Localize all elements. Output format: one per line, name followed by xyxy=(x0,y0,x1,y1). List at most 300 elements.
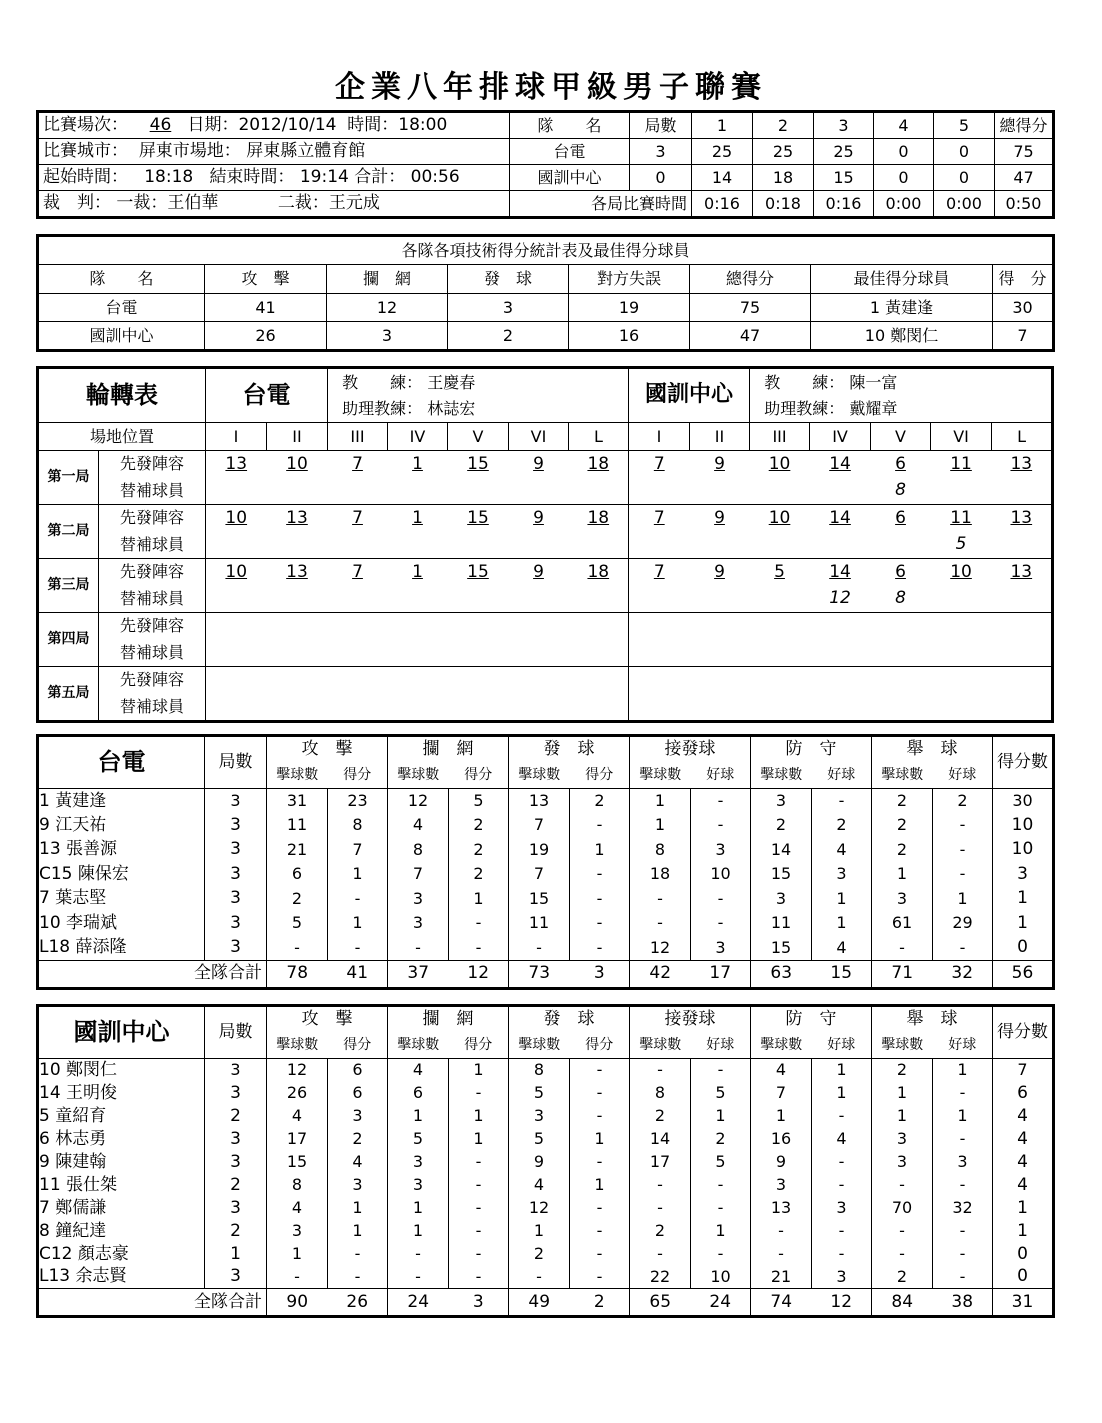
sub-number xyxy=(871,640,931,667)
player-stat: - xyxy=(933,862,993,887)
player-stat: - xyxy=(388,1266,449,1289)
skill-sub-header: 擊球數 xyxy=(751,763,812,789)
player-stat: - xyxy=(570,1059,630,1082)
starter-number: 10 xyxy=(750,505,810,532)
player-stat: 5 xyxy=(388,1128,449,1151)
starter-number: 1 xyxy=(388,451,448,478)
player-stat: - xyxy=(630,1174,691,1197)
set-name: 第二局 xyxy=(39,505,99,559)
player-stat: 4 xyxy=(812,1128,872,1151)
player-name: 14 王明俊 xyxy=(39,1082,205,1105)
sub-number: 8 xyxy=(871,478,931,505)
position-header: IV xyxy=(810,423,871,451)
player-stat: 10 xyxy=(691,1266,751,1289)
player-stat: 1 xyxy=(328,1197,388,1220)
sub-number xyxy=(509,694,569,721)
skill-sub-header: 好球 xyxy=(933,1033,993,1059)
starter-number: 10 xyxy=(267,451,328,478)
position-header: III xyxy=(750,423,810,451)
player-stat: - xyxy=(570,911,630,936)
team-stats-table: 各隊各項技術得分統計表及最佳得分球員 隊 名 攻 擊 攔 網 發 球 對方失誤 總得分 最佳得分球員 得 分 台電 41 12 3 19 75 1 黃建逢 30 國訓中心 26 3 2 16 47 10 鄭閔仁 7 xyxy=(38,236,1053,350)
starter-number: 14 xyxy=(810,451,871,478)
sub-number xyxy=(750,532,810,559)
player-stat: - xyxy=(570,887,630,912)
player-stat: 17 xyxy=(267,1128,328,1151)
player-stat: 3 xyxy=(812,1197,872,1220)
player-stat: 2 xyxy=(691,1128,751,1151)
match-info-row1: 比賽場次： 46 日期：2012/10/14 時間：18:00 xyxy=(39,113,510,139)
player-stat: 8 xyxy=(630,838,691,863)
sub-number xyxy=(206,478,267,505)
starter-number: 14 xyxy=(810,505,871,532)
player-name: 13 張善源 xyxy=(39,838,205,863)
set-starter-row xyxy=(39,505,1052,532)
starter-number: 10 xyxy=(750,451,810,478)
match-info-row2: 比賽城市： 屏東市場地： 屏東縣立體育館 xyxy=(39,139,510,165)
team-total-value: 90 xyxy=(267,1289,328,1316)
sub-number xyxy=(569,640,629,667)
player-stat: 4 xyxy=(812,936,872,961)
player-stat: 3 xyxy=(993,862,1053,887)
player-stat: 6 xyxy=(993,1082,1053,1105)
player-stat: - xyxy=(691,1243,751,1266)
starter-label: 先發陣容 xyxy=(99,451,206,478)
sub-number xyxy=(629,478,690,505)
player-stat: 61 xyxy=(872,911,933,936)
player-stat: 2 xyxy=(328,1128,388,1151)
sub-number xyxy=(810,532,871,559)
player-stat: 8 xyxy=(509,1059,570,1082)
sets-header: 局數 xyxy=(205,737,267,789)
team-stats-row: 國訓中心 26 3 2 16 47 10 鄭閔仁 7 xyxy=(39,322,1053,350)
starter-number: 9 xyxy=(509,505,569,532)
match-info-table: 比賽場次： 46 日期：2012/10/14 時間：18:00 隊 名 局數 1 2 3 4 5 總得分 比賽城市： 屏東市場地： 屏東縣立體育館 台電 3 25 25 25 0 0 75 起始時間： 18:18 結束時間： 19:14 合計： 00:56 國訓中心 0 14 18 15 0 0 47 裁 判： 一裁：王伯華 二裁：王元成 各局比賽時間 0:16 0:18 0:16 0:00 0:00 0:50 xyxy=(38,112,1053,217)
player-stat: 2 xyxy=(449,862,509,887)
skill-sub-header: 擊球數 xyxy=(751,1033,812,1059)
skill-sub-header: 好球 xyxy=(691,1033,751,1059)
player-stat: 1 xyxy=(449,1128,509,1151)
player-stat: 8 xyxy=(630,1082,691,1105)
skill-sub-header: 擊球數 xyxy=(872,1033,933,1059)
sub-number xyxy=(810,694,871,721)
starter-number: 7 xyxy=(328,505,388,532)
sub-number xyxy=(328,640,388,667)
player-stat: - xyxy=(570,1151,630,1174)
starter-number: 13 xyxy=(267,505,328,532)
team-stats-row: 台電 41 12 3 19 75 1 黃建逢 30 xyxy=(39,294,1053,322)
player-stat: 2 xyxy=(509,1243,570,1266)
starter-number: 13 xyxy=(206,451,267,478)
player-stat: 1 xyxy=(449,887,509,912)
player-stat: 3 xyxy=(328,1105,388,1128)
player-stat: 3 xyxy=(205,936,267,961)
starter-number xyxy=(267,613,328,640)
player-stat: - xyxy=(812,1105,872,1128)
player-stat: 3 xyxy=(872,1151,933,1174)
skill-sub-header: 好球 xyxy=(691,763,751,789)
sub-number xyxy=(569,694,629,721)
starter-number: 6 xyxy=(871,559,931,586)
starter-label: 先發陣容 xyxy=(99,667,206,694)
player-stat: 7 xyxy=(509,813,570,838)
player-stat: - xyxy=(933,936,993,961)
player-stat: - xyxy=(872,936,933,961)
player-stat: 1 xyxy=(449,1105,509,1128)
sub-number xyxy=(992,532,1052,559)
sub-number xyxy=(750,586,810,613)
sub-number xyxy=(931,586,992,613)
skill-sub-header: 好球 xyxy=(812,763,872,789)
starter-number: 10 xyxy=(206,505,267,532)
team-total-value: 12 xyxy=(449,960,509,987)
starter-number: 7 xyxy=(328,451,388,478)
starter-number: 14 xyxy=(810,559,871,586)
score-team-a: 台電 xyxy=(510,139,630,165)
sub-number xyxy=(448,640,509,667)
player-stat: 3 xyxy=(691,838,751,863)
player-stat: 10 xyxy=(691,862,751,887)
starter-number: 15 xyxy=(448,505,509,532)
player-stat: 6 xyxy=(267,862,328,887)
player-stat: - xyxy=(751,1243,812,1266)
player-row xyxy=(39,1266,1053,1289)
team-total-value: 74 xyxy=(751,1289,812,1316)
player-stat: 21 xyxy=(267,838,328,863)
player-stat: - xyxy=(630,1197,691,1220)
player-name: 6 林志勇 xyxy=(39,1128,205,1151)
player-stat: 0 xyxy=(993,1243,1053,1266)
player-stat: 4 xyxy=(509,1174,570,1197)
set-name: 第三局 xyxy=(39,559,99,613)
team-total-row xyxy=(39,1289,1053,1316)
skill-sub-header: 得分 xyxy=(449,763,509,789)
player-stat: 23 xyxy=(328,789,388,814)
starter-number xyxy=(569,667,629,694)
team-total-value: 31 xyxy=(993,1289,1053,1316)
player-stat: - xyxy=(570,1266,630,1289)
player-stat: - xyxy=(933,1174,993,1197)
starter-number xyxy=(810,667,871,694)
starter-number xyxy=(690,613,750,640)
match-time: 18:00 xyxy=(398,115,448,136)
player-stat: 5 xyxy=(509,1128,570,1151)
player-row xyxy=(39,838,1053,863)
player-row xyxy=(39,1197,1053,1220)
rotation-team-a: 台電 xyxy=(206,369,328,423)
set-name: 第一局 xyxy=(39,451,99,505)
starter-label: 先發陣容 xyxy=(99,613,206,640)
set-starter-row xyxy=(39,559,1052,586)
team-stats-title: 各隊各項技術得分統計表及最佳得分球員 xyxy=(39,237,1053,265)
team-total-label: 全隊合計 xyxy=(39,960,267,987)
skill-sub-header: 得分 xyxy=(328,1033,388,1059)
sub-number xyxy=(690,694,750,721)
player-name: 10 李瑞斌 xyxy=(39,911,205,936)
sub-number xyxy=(629,640,690,667)
player-stat: - xyxy=(691,1174,751,1197)
team-total-value: 38 xyxy=(933,1289,993,1316)
skill-sub-header: 擊球數 xyxy=(267,763,328,789)
player-name: 9 陳建翰 xyxy=(39,1151,205,1174)
set-name: 第四局 xyxy=(39,613,99,667)
skill-group-header: 接發球 xyxy=(630,1007,751,1033)
player-stat: 16 xyxy=(751,1128,812,1151)
player-stat: 7 xyxy=(388,862,449,887)
player-stat: 1 xyxy=(812,887,872,912)
player-stat: 13 xyxy=(751,1197,812,1220)
player-stat: 3 xyxy=(205,1059,267,1082)
starter-number: 13 xyxy=(992,559,1052,586)
starter-number xyxy=(206,613,267,640)
team-total-value: 3 xyxy=(570,960,630,987)
player-name: 7 葉志堅 xyxy=(39,887,205,912)
player-stats-team-a xyxy=(38,736,1053,988)
starter-number xyxy=(931,667,992,694)
player-stat: 2 xyxy=(872,789,933,814)
starter-number xyxy=(992,613,1052,640)
sub-number xyxy=(629,694,690,721)
player-stat: - xyxy=(449,1220,509,1243)
player-stat: - xyxy=(449,1151,509,1174)
player-stat: - xyxy=(933,813,993,838)
player-stat: 7 xyxy=(328,838,388,863)
player-stat: 1 xyxy=(933,1105,993,1128)
team-total-value: 49 xyxy=(509,1289,570,1316)
starter-number: 1 xyxy=(388,559,448,586)
player-stat: 1 xyxy=(570,1128,630,1151)
skill-sub-header: 得分 xyxy=(328,763,388,789)
player-stat: 1 xyxy=(872,1105,933,1128)
sub-number xyxy=(992,586,1052,613)
skill-group-header: 攻 擊 xyxy=(267,1007,388,1033)
starter-number: 5 xyxy=(750,559,810,586)
set-starter-row xyxy=(39,451,1052,478)
player-row xyxy=(39,813,1053,838)
starter-label: 先發陣容 xyxy=(99,559,206,586)
player-stat: 70 xyxy=(872,1197,933,1220)
starter-number xyxy=(509,667,569,694)
sub-number xyxy=(509,640,569,667)
sub-number xyxy=(509,478,569,505)
player-row xyxy=(39,936,1053,961)
starter-number xyxy=(992,667,1052,694)
player-stat: 3 xyxy=(205,1266,267,1289)
skill-sub-header: 擊球數 xyxy=(872,763,933,789)
sub-number xyxy=(569,586,629,613)
team-total-value: 65 xyxy=(630,1289,691,1316)
player-stat: 21 xyxy=(751,1266,812,1289)
player-stat: 1 xyxy=(691,1105,751,1128)
player-stat: - xyxy=(328,936,388,961)
player-stat: - xyxy=(388,1243,449,1266)
position-header: L xyxy=(992,423,1052,451)
sub-number xyxy=(931,478,992,505)
starter-number: 1 xyxy=(388,505,448,532)
player-stat: 2 xyxy=(872,838,933,863)
player-stat: 1 xyxy=(509,1220,570,1243)
starter-label: 先發陣容 xyxy=(99,505,206,532)
score-team-b: 國訓中心 xyxy=(510,165,630,191)
sub-number xyxy=(328,532,388,559)
sub-number xyxy=(629,586,690,613)
player-stat: - xyxy=(449,911,509,936)
player-stat: 12 xyxy=(267,1059,328,1082)
starter-number xyxy=(328,613,388,640)
player-stat: 2 xyxy=(630,1105,691,1128)
player-stat: - xyxy=(509,936,570,961)
sub-label: 替補球員 xyxy=(99,586,206,613)
player-stat: 0 xyxy=(993,1266,1053,1289)
sub-number xyxy=(448,694,509,721)
skill-group-header: 防 守 xyxy=(751,1007,872,1033)
team-total-value: 3 xyxy=(449,1289,509,1316)
player-stat: - xyxy=(872,1174,933,1197)
player-name: 9 江天祐 xyxy=(39,813,205,838)
sets-header: 局數 xyxy=(205,1007,267,1059)
sub-number xyxy=(267,640,328,667)
player-row xyxy=(39,1243,1053,1266)
sub-number: 12 xyxy=(810,586,871,613)
team-total-label: 全隊合計 xyxy=(39,1289,267,1316)
player-stat: - xyxy=(933,1220,993,1243)
player-stat: - xyxy=(933,1266,993,1289)
position-header: IV xyxy=(388,423,448,451)
sub-number xyxy=(328,586,388,613)
skill-group-header: 發 球 xyxy=(509,1007,630,1033)
skill-group-header: 攻 擊 xyxy=(267,737,388,763)
page-title: 企業八年排球甲級男子聯賽 xyxy=(335,70,767,105)
player-stat: 5 xyxy=(509,1082,570,1105)
player-name: 11 張仕桀 xyxy=(39,1174,205,1197)
position-header: I xyxy=(629,423,690,451)
player-stat: - xyxy=(872,1243,933,1266)
player-stat: 13 xyxy=(509,789,570,814)
player-stat: 3 xyxy=(205,1197,267,1220)
starter-number: 6 xyxy=(871,505,931,532)
sub-number xyxy=(810,478,871,505)
player-stat: 3 xyxy=(267,1220,328,1243)
player-stat: 2 xyxy=(812,813,872,838)
sub-number xyxy=(992,478,1052,505)
player-stat: 4 xyxy=(993,1128,1053,1151)
player-stat: 11 xyxy=(509,911,570,936)
rotation-team-b: 國訓中心 xyxy=(629,369,750,423)
player-stat: - xyxy=(872,1220,933,1243)
sub-number xyxy=(206,532,267,559)
sub-number xyxy=(509,532,569,559)
starter-number xyxy=(206,667,267,694)
best-player: 10 鄭閔仁 xyxy=(811,322,993,350)
sub-number xyxy=(267,586,328,613)
starter-number xyxy=(569,613,629,640)
sub-number xyxy=(992,640,1052,667)
player-stat: 2 xyxy=(205,1220,267,1243)
sub-number xyxy=(750,694,810,721)
points-header: 得分數 xyxy=(993,737,1053,789)
player-stat: 10 xyxy=(993,838,1053,863)
player-stat: 18 xyxy=(630,862,691,887)
player-stat: - xyxy=(570,813,630,838)
player-stat: 1 xyxy=(570,1174,630,1197)
player-stat: - xyxy=(388,936,449,961)
player-stat: 14 xyxy=(751,838,812,863)
player-stat: 2 xyxy=(205,1105,267,1128)
starter-number xyxy=(871,667,931,694)
starter-number xyxy=(448,613,509,640)
starter-number: 15 xyxy=(448,559,509,586)
player-stat: 10 xyxy=(993,813,1053,838)
player-stat: 2 xyxy=(872,1266,933,1289)
position-header: V xyxy=(871,423,931,451)
sub-number xyxy=(992,694,1052,721)
sub-number xyxy=(690,532,750,559)
player-row xyxy=(39,862,1053,887)
position-header: III xyxy=(328,423,388,451)
player-stat: 15 xyxy=(751,862,812,887)
player-stat: 3 xyxy=(812,1266,872,1289)
player-row xyxy=(39,1105,1053,1128)
position-header: L xyxy=(569,423,629,451)
player-stat: 4 xyxy=(751,1059,812,1082)
set-starter-row xyxy=(39,613,1052,640)
player-stat: 3 xyxy=(205,1151,267,1174)
rotation-title: 輪轉表 xyxy=(39,369,206,423)
starter-number: 9 xyxy=(690,505,750,532)
sub-number xyxy=(750,478,810,505)
match-start: 18:18 xyxy=(144,167,194,188)
starter-number: 10 xyxy=(931,559,992,586)
player-stat: 6 xyxy=(388,1082,449,1105)
player-stat: 1 xyxy=(449,1059,509,1082)
player-stat: 3 xyxy=(205,1128,267,1151)
player-stat: 1 xyxy=(328,911,388,936)
sub-number xyxy=(388,640,448,667)
player-stat: 4 xyxy=(812,838,872,863)
starter-number: 13 xyxy=(992,505,1052,532)
starter-number xyxy=(750,667,810,694)
starter-number xyxy=(690,667,750,694)
team-name: 國訓中心 xyxy=(39,1007,205,1059)
player-stat: 2 xyxy=(267,887,328,912)
starter-number: 9 xyxy=(690,451,750,478)
asst-coach-b: 戴耀章 xyxy=(849,398,898,418)
player-stat: 1 xyxy=(993,1220,1053,1243)
player-stat: - xyxy=(933,1243,993,1266)
points-header: 得分數 xyxy=(993,1007,1053,1059)
sub-number xyxy=(810,640,871,667)
starter-number: 7 xyxy=(328,559,388,586)
coaches-b: 教 練： 陳一富 助理教練： 戴耀章 xyxy=(750,369,1052,423)
set-sub-row xyxy=(39,478,1052,505)
position-header: I xyxy=(206,423,267,451)
player-stat: 7 xyxy=(509,862,570,887)
player-stat: 11 xyxy=(267,813,328,838)
player-stat: 3 xyxy=(388,1151,449,1174)
player-row xyxy=(39,887,1053,912)
player-stat: - xyxy=(812,789,872,814)
sub-number xyxy=(690,640,750,667)
match-total: 00:56 xyxy=(410,167,460,188)
team-total-value: 15 xyxy=(812,960,872,987)
player-stat: 12 xyxy=(630,936,691,961)
player-stat: 1 xyxy=(630,813,691,838)
match-date: 2012/10/14 xyxy=(238,115,337,136)
player-stat: 1 xyxy=(872,1082,933,1105)
player-stat: 9 xyxy=(751,1151,812,1174)
player-stat: - xyxy=(933,1128,993,1151)
match-city: 屏東市 xyxy=(138,141,190,162)
referee-2: 王元成 xyxy=(328,193,380,214)
